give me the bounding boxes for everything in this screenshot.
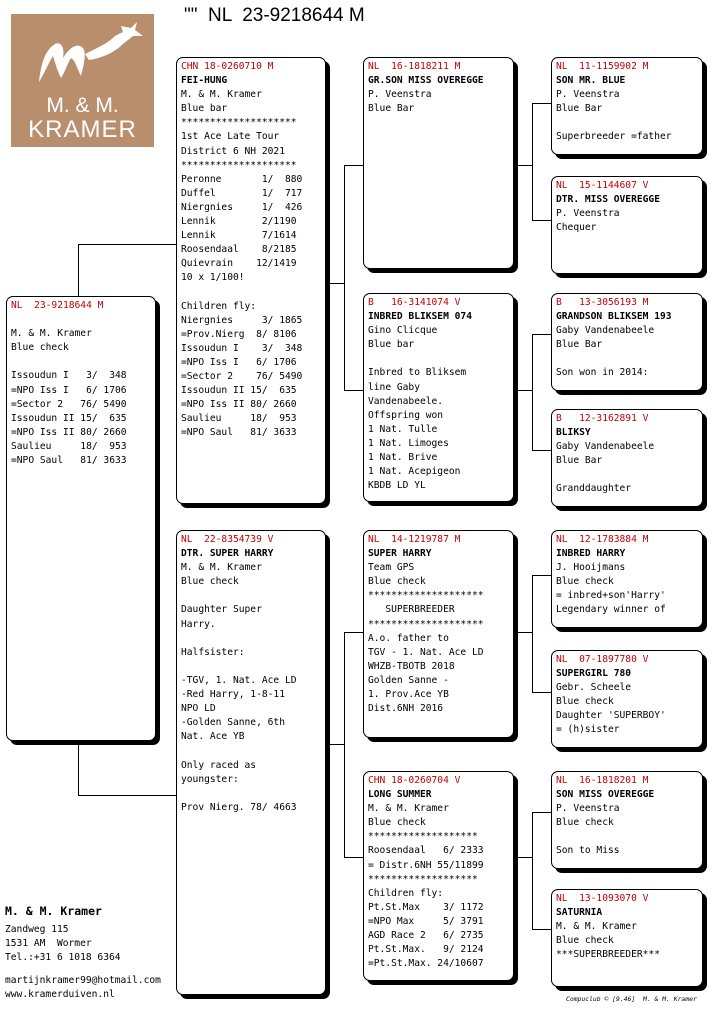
card-line: M. & M. Kramer xyxy=(556,921,637,933)
card-line: =NPO Iss I 6/ 1706 xyxy=(11,384,127,396)
card-line: 1st Ace Late Tour xyxy=(181,131,280,143)
pigeon-name: LONG SUMMER xyxy=(368,789,432,801)
card-line: Son won in 2014: xyxy=(556,367,649,379)
card-line: ******************** xyxy=(368,618,484,630)
connector xyxy=(532,575,533,692)
card-line: P. Veenstra xyxy=(556,89,620,101)
ring-number: NL 16-1818211 M xyxy=(368,61,461,72)
card-line xyxy=(181,744,321,758)
card-line: 1 Nat. Limoges xyxy=(368,437,449,449)
card-line: =Prov.Nierg 8/ 8106 xyxy=(181,328,297,340)
card-line: Peronne 1/ 880 xyxy=(181,173,303,185)
connector xyxy=(532,334,551,335)
card-line: =NPO Iss I 6/ 1706 xyxy=(181,356,297,368)
pedigree-card-dam-dam-dam xyxy=(551,889,703,987)
card-line: Saulieu 18/ 953 xyxy=(181,413,297,425)
ring-number: NL 16-1818201 M xyxy=(556,775,649,786)
card-line xyxy=(556,352,698,366)
ring-number: B 16-3141074 V xyxy=(368,297,461,308)
card-line: Blue Bar xyxy=(556,339,603,351)
pedigree-card-dam-sire-sire xyxy=(551,530,703,628)
card-line: Blue check xyxy=(11,342,69,354)
card-line: Inbred to Bliksem xyxy=(368,367,467,379)
card-line: Roosendaal 6/ 2333 xyxy=(368,845,484,857)
ring-number: B 13-3056193 M xyxy=(556,297,649,308)
card-line: = inbred+son'Harry' xyxy=(556,590,666,602)
card-line: Nat. Ace YB xyxy=(181,731,245,743)
card-line xyxy=(11,355,151,369)
card-line: Children fly: xyxy=(181,300,257,312)
owner-info xyxy=(5,904,161,1001)
card-line: Saulieu 18/ 953 xyxy=(11,440,127,452)
connector xyxy=(344,165,345,390)
card-line: Blue check xyxy=(556,696,614,708)
connector xyxy=(78,795,176,796)
card-line: Son to Miss xyxy=(556,845,620,857)
connector xyxy=(78,244,79,296)
card-line: ***SUPERBREEDER*** xyxy=(556,949,660,961)
page-title: "" NL 23-9218644 M xyxy=(184,5,365,26)
connector xyxy=(532,812,551,813)
pigeon-name: GRANDSON BLIKSEM 193 xyxy=(556,311,672,323)
pedigree-card-dam xyxy=(176,530,326,995)
card-line: Daughter 'SUPERBOY' xyxy=(556,710,666,722)
card-line: P. Veenstra xyxy=(368,89,432,101)
card-line xyxy=(556,116,698,130)
card-line: M. & M. Kramer xyxy=(181,562,262,574)
card-line: P. Veenstra xyxy=(556,208,620,220)
logo xyxy=(11,14,154,147)
ring-number: NL 14-1219787 M xyxy=(368,534,461,545)
connector xyxy=(532,450,551,451)
card-line: Chequer xyxy=(556,222,597,234)
card-line: =NPO Max 5/ 3791 xyxy=(368,915,484,927)
connector xyxy=(532,334,533,450)
ring-number: CHN 18-0260710 M xyxy=(181,61,274,72)
card-line: M. & M. Kramer xyxy=(368,803,449,815)
connector xyxy=(344,165,363,166)
owner-website[interactable]: www.kramerduiven.nl xyxy=(5,989,115,1000)
connector xyxy=(532,812,533,929)
card-line: Granddaughter xyxy=(556,483,632,495)
card-line: Blue check xyxy=(368,817,426,829)
card-line: Team GPS xyxy=(368,562,415,574)
connector xyxy=(518,857,532,858)
connector xyxy=(518,165,532,166)
card-line: =NPO Saul 81/ 3633 xyxy=(181,427,297,439)
connector xyxy=(344,390,363,391)
ring-number: NL 22-8354739 V xyxy=(181,534,274,545)
pigeon-name: SUPERGIRL 780 xyxy=(556,668,632,680)
card-line: M. & M. Kramer xyxy=(11,328,92,340)
card-line: M. & M. Kramer xyxy=(181,89,262,101)
pedigree-card-dam-dam xyxy=(363,771,514,981)
card-line xyxy=(181,787,321,801)
pedigree-card-sire xyxy=(176,57,326,504)
pigeon-name: GR.SON MISS OVEREGGE xyxy=(368,75,484,87)
pedigree-card-subject xyxy=(6,296,156,741)
card-line: TGV - 1. Nat. Ace LD xyxy=(368,646,484,658)
card-line: Issoudun II 15/ 635 xyxy=(181,385,297,397)
card-line: Vandenabeele. xyxy=(368,395,444,407)
card-line: ******************** xyxy=(181,159,297,171)
card-line: Golden Sanne - xyxy=(368,674,449,686)
owner-email[interactable]: martijnkramer99@hotmail.com xyxy=(5,975,161,986)
pigeon-name: FEI-HUNG xyxy=(181,75,228,87)
card-line: Issoudun II 15/ 635 xyxy=(11,412,127,424)
card-line: P. Veenstra xyxy=(556,803,620,815)
pedigree-card-sire-sire-sire xyxy=(551,57,703,155)
card-line: -TGV, 1. Nat. Ace LD xyxy=(181,674,297,686)
card-line: Gino Clicque xyxy=(368,325,438,337)
card-line: Legendary winner of xyxy=(556,604,666,616)
pigeon-name: BLIKSY xyxy=(556,427,591,439)
pedigree-card-dam-sire-dam xyxy=(551,650,703,748)
card-line: =NPO Saul 81/ 3633 xyxy=(11,455,127,467)
card-line: Blue bar xyxy=(181,103,228,115)
card-line: = (h)sister xyxy=(556,724,620,736)
connector xyxy=(532,220,551,221)
ring-number: NL 23-9218644 M xyxy=(11,300,104,311)
owner-street: Zandweg 115 xyxy=(5,924,69,935)
card-line: =NPO Iss II 80/ 2660 xyxy=(11,426,127,438)
card-line: Children fly: xyxy=(368,887,444,899)
connector xyxy=(78,244,176,245)
card-line: A.o. father to xyxy=(368,632,449,644)
connector xyxy=(518,632,532,633)
ring-number: NL 11-1159902 M xyxy=(556,61,649,72)
card-line: = Distr.6NH 55/11899 xyxy=(368,859,484,871)
card-line: Niergnies 1/ 426 xyxy=(181,201,303,213)
pedigree-card-dam-dam-sire xyxy=(551,771,703,869)
card-line: Duffel 1/ 717 xyxy=(181,187,303,199)
card-line: Roosendaal 8/2185 xyxy=(181,244,297,256)
logo-text-line2: KRAMER xyxy=(28,116,137,143)
card-line: Prov Nierg. 78/ 4663 xyxy=(181,801,297,813)
pedigree-card-sire-sire xyxy=(363,57,514,269)
pedigree-card-sire-sire-dam xyxy=(551,176,703,274)
card-line: Lennik 2/1190 xyxy=(181,216,297,228)
ring-number: NL 15-1144607 V xyxy=(556,180,649,191)
card-line: 1. Prov.Ace YB xyxy=(368,689,449,701)
pigeon-name: DTR. SUPER HARRY xyxy=(181,548,274,560)
pigeon-name: DTR. MISS OVEREGGE xyxy=(556,194,660,206)
owner-name: M. & M. Kramer xyxy=(5,904,102,918)
card-line: Blue check xyxy=(556,935,614,947)
card-line: -Red Harry, 1-8-11 xyxy=(181,689,285,701)
logo-bird-icon xyxy=(11,14,154,94)
card-line xyxy=(368,352,509,366)
card-line: Blue bar xyxy=(368,339,415,351)
connector xyxy=(532,103,551,104)
pigeon-name: INBRED HARRY xyxy=(556,548,626,560)
card-line xyxy=(556,468,698,482)
card-line: Gaby Vandenabeele xyxy=(556,325,655,337)
card-line: =Pt.St.Max. 24/10607 xyxy=(368,958,484,970)
connector xyxy=(532,575,551,576)
card-line: Blue check xyxy=(556,817,614,829)
card-line: Quievrain 12/1419 xyxy=(181,258,297,270)
card-line: Gebr. Scheele xyxy=(556,682,632,694)
owner-phone: Tel.:+31 6 1018 6364 xyxy=(5,952,121,963)
pigeon-name: SON MISS OVEREGGE xyxy=(556,789,655,801)
pedigree-card-sire-dam xyxy=(363,293,514,502)
card-line: Lennik 7/1614 xyxy=(181,230,297,242)
card-line: =Sector 2 76/ 5490 xyxy=(181,371,303,383)
pigeon-name: SATURNIA xyxy=(556,907,603,919)
card-line: ******************* xyxy=(368,873,478,885)
connector xyxy=(344,632,363,633)
card-line: Gaby Vandenabeele xyxy=(556,441,655,453)
ring-number: B 12-3162891 V xyxy=(556,413,649,424)
card-line xyxy=(181,632,321,646)
connector xyxy=(330,283,344,284)
card-line: WHZB-TBOTB 2018 xyxy=(368,660,455,672)
pedigree-card-sire-dam-sire xyxy=(551,293,703,391)
card-line: -Golden Sanne, 6th xyxy=(181,717,285,729)
card-line: Pt.St.Max. 9/ 2124 xyxy=(368,944,484,956)
card-line: ******************* xyxy=(368,831,478,843)
pigeon-name: INBRED BLIKSEM 074 xyxy=(368,311,472,323)
card-line: Blue check xyxy=(556,576,614,588)
card-line: Halfsister: xyxy=(181,646,245,658)
card-line: Offspring won xyxy=(368,409,444,421)
card-line: Niergnies 3/ 1865 xyxy=(181,314,303,326)
card-line: Only raced as xyxy=(181,759,257,771)
connector xyxy=(532,929,551,930)
connector xyxy=(344,632,345,857)
card-line: =NPO Iss II 80/ 2660 xyxy=(181,399,297,411)
owner-city: 1531 AM Wormer xyxy=(5,938,92,949)
card-line: Superbreeder =father xyxy=(556,131,672,143)
card-line: NPO LD xyxy=(181,703,216,715)
card-line: SUPERBREEDER xyxy=(368,604,455,616)
connector xyxy=(344,857,363,858)
ring-number: NL 12-1783884 M xyxy=(556,534,649,545)
card-line: Daughter Super xyxy=(181,604,262,616)
ring-number: CHN 18-0260704 V xyxy=(368,775,461,786)
card-line: KBDB LD YL xyxy=(368,480,426,492)
ring-number: NL 07-1897780 V xyxy=(556,654,649,665)
card-line xyxy=(181,286,321,300)
card-line xyxy=(556,830,698,844)
connector xyxy=(532,103,533,220)
card-line: District 6 NH 2021 xyxy=(181,145,285,157)
card-line: Blue Bar xyxy=(368,103,415,115)
card-line: 1 Nat. Acepigeon xyxy=(368,466,461,478)
card-line: 1 Nat. Tulle xyxy=(368,423,438,435)
card-line: Blue check xyxy=(181,576,239,588)
card-line: Blue Bar xyxy=(556,455,603,467)
logo-text-line1: M. & M. xyxy=(46,94,119,117)
card-line: line Gaby xyxy=(368,381,420,393)
pedigree-card-sire-dam-dam xyxy=(551,409,703,507)
pigeon-name: SON MR. BLUE xyxy=(556,75,626,87)
card-line xyxy=(11,313,151,327)
card-line: Blue check xyxy=(368,576,426,588)
pedigree-card-dam-sire xyxy=(363,530,514,738)
card-line: ******************** xyxy=(368,590,484,602)
card-line: =Sector 2 76/ 5490 xyxy=(11,398,127,410)
card-line: J. Hooijmans xyxy=(556,562,626,574)
card-line: ******************** xyxy=(181,117,297,129)
card-line xyxy=(181,660,321,674)
card-line: 10 x 1/100! xyxy=(181,272,245,284)
card-line xyxy=(181,589,321,603)
connector xyxy=(518,390,532,391)
card-line: Blue Bar xyxy=(556,103,603,115)
card-line: 1 Nat. Brive xyxy=(368,452,438,464)
pigeon-name: SUPER HARRY xyxy=(368,548,432,560)
connector xyxy=(532,692,551,693)
card-line: AGD Race 2 6/ 2735 xyxy=(368,930,484,942)
card-line: Harry. xyxy=(181,618,216,630)
card-line: youngster: xyxy=(181,773,239,785)
ring-number: NL 13-1093070 V xyxy=(556,893,649,904)
footer-credit: Compuclub © [9.46] M. & M. Kramer xyxy=(566,995,697,1003)
card-line: Issoudun I 3/ 348 xyxy=(11,370,127,382)
connector xyxy=(330,744,344,745)
card-line: Issoudun I 3/ 348 xyxy=(181,342,303,354)
card-line: Dist.6NH 2016 xyxy=(368,703,444,715)
card-line: Pt.St.Max 3/ 1172 xyxy=(368,901,484,913)
